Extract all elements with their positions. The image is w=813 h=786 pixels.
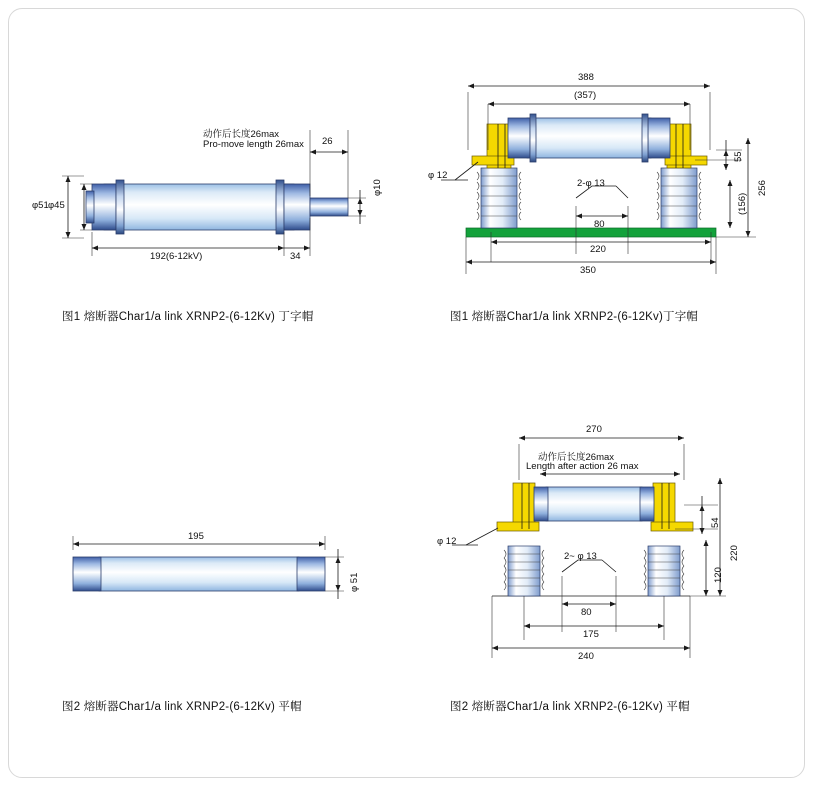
- fig1-right-dim-55: 55: [733, 151, 744, 162]
- fig2-right-dim-120: 120: [713, 567, 724, 583]
- fig2-right-dim-54: 54: [710, 517, 721, 528]
- fig1-right-dim-156: (156): [737, 192, 748, 215]
- fig1-left-dim-26: 26: [322, 136, 333, 147]
- fig2-right-dim-240: 240: [578, 651, 594, 662]
- fig1-left-note-cn: 动作后长度26max: [203, 129, 280, 140]
- fig1-right-dim-holes: 2-φ 13: [577, 178, 605, 189]
- fig2-right-dim-175: 175: [583, 629, 599, 640]
- fig1-right-dim-80: 80: [594, 219, 605, 230]
- fig2-right-dim-80: 80: [581, 607, 592, 618]
- fig1-left-caption: 图1 熔断器Char1/a link XRNP2-(6-12Kv) 丁字帽: [62, 311, 314, 323]
- fig1-right-dim-220: 220: [590, 244, 606, 255]
- fig1-left-note-en: Pro-move length 26max: [203, 139, 304, 150]
- fig1-right-dim-phi12: φ 12: [428, 170, 448, 181]
- fig2-right-dim-270: 270: [586, 424, 602, 435]
- fig1-right-dim-256: 256: [757, 180, 768, 196]
- fig2-right-note-cn: 动作后长度26max: [538, 452, 615, 463]
- fig2-right-dim-holes: 2~ φ 13: [564, 551, 597, 562]
- fig2-right-caption: 图2 熔断器Char1/a link XRNP2-(6-12Kv) 平帽: [450, 701, 690, 713]
- fig1-left-dim-phi45: φ45: [48, 200, 65, 211]
- fig1-left-dim-phi51: φ51: [32, 200, 49, 211]
- fig2-left-dim-195: 195: [188, 531, 204, 542]
- fig1-right-caption: 图1 熔断器Char1/a link XRNP2-(6-12Kv)丁字帽: [450, 311, 699, 323]
- fig1-left-dim-phi10: φ10: [372, 179, 383, 196]
- fig1-left-dim-length: 192(6-12kV): [150, 251, 203, 262]
- fig1-right-dim-388: 388: [578, 72, 594, 83]
- fig2-left-dim-phi51: φ 51: [349, 572, 360, 592]
- fig2-right-dim-phi12: φ 12: [437, 536, 457, 547]
- fig1-right-dim-357: (357): [574, 90, 597, 101]
- fig2-right-note-en: Length after action 26 max: [526, 461, 639, 472]
- fig2-left-caption: 图2 熔断器Char1/a link XRNP2-(6-12Kv) 平帽: [62, 701, 302, 713]
- fig1-left-dim-34: 34: [290, 251, 301, 262]
- fig2-left-drawing: [73, 536, 344, 599]
- fig1-right-dim-350: 350: [580, 265, 596, 276]
- fig2-right-dim-220: 220: [729, 545, 740, 561]
